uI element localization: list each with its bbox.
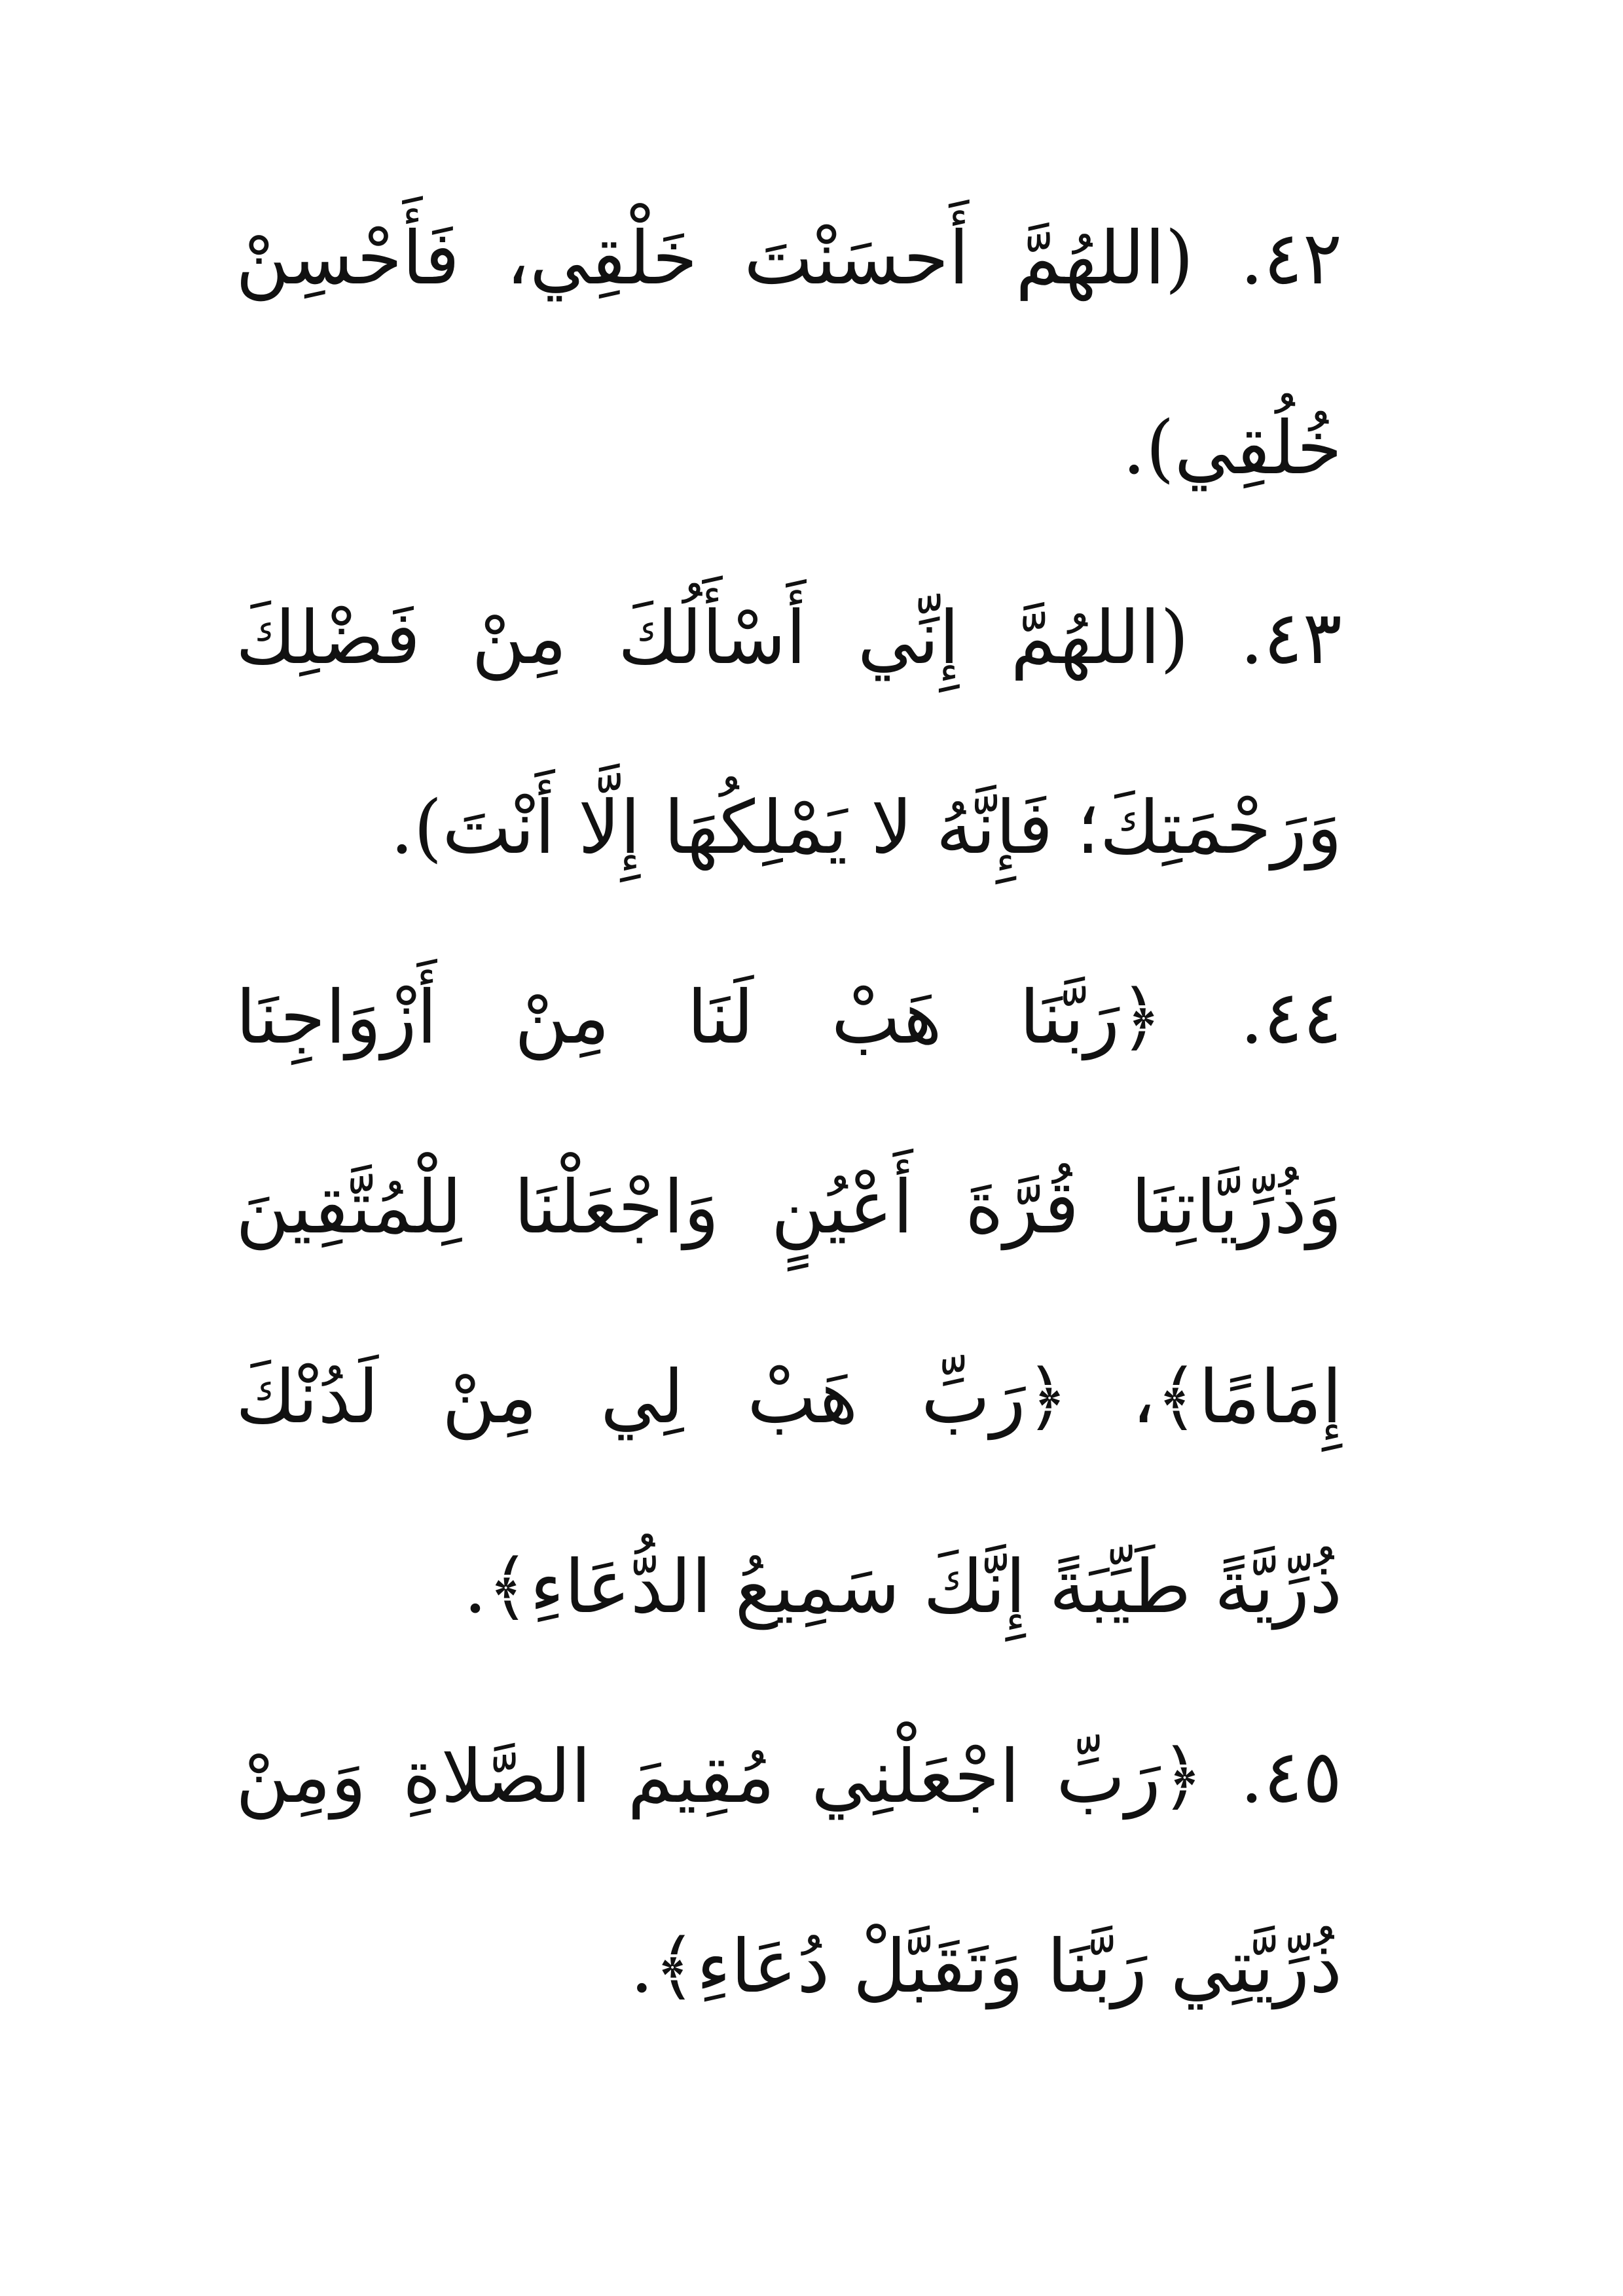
dua-entry-42 bbox=[236, 164, 1342, 543]
dua-44-line-3: إِمَامًا﴾، ﴿رَبِّ هَبْ لِي مِنْ لَدُنْكَ bbox=[236, 1355, 1342, 1440]
dua-44-line-4: ذُرِّيَّةً طَيِّبَةً إِنَّكَ سَمِيعُ الدُّعَاءِ﴾. bbox=[464, 1545, 1342, 1630]
dua-entry-43 bbox=[236, 543, 1342, 923]
dua-45-line-2: ذُرِّيَّتِي رَبَّنَا وَتَقَبَّلْ دُعَاءِ﴾. bbox=[630, 1924, 1342, 2009]
dua-44-line-1: ٤٤. ﴿رَبَّنَا هَبْ لَنَا مِنْ أَزْوَاجِنَا bbox=[236, 975, 1342, 1060]
dua-43-line-1: ٤٣. (اللهُمَّ إِنِّي أَسْأَلُكَ مِنْ فَضْلِكَ bbox=[236, 596, 1342, 681]
document-page bbox=[236, 164, 1342, 2127]
dua-entry-45 bbox=[236, 1682, 1342, 2062]
dua-42-line-2: خُلُقِي). bbox=[1122, 406, 1342, 491]
dua-43-line-2: وَرَحْمَتِكَ؛ فَإِنَّهُ لا يَمْلِكُهَا إِلَّا أَنْتَ). bbox=[390, 785, 1342, 870]
dua-45-line-1: ٤٥. ﴿رَبِّ اجْعَلْنِي مُقِيمَ الصَّلاةِ وَمِنْ bbox=[236, 1734, 1343, 1820]
dua-44-line-2: وَذُرِّيَّاتِنَا قُرَّةَ أَعْيُنٍ وَاجْعَلْنَا لِلْمُتَّقِينَ bbox=[236, 1165, 1342, 1250]
dua-42-line-1: ٤٢. (اللهُمَّ أَحسَنْتَ خَلْقِي، فَأَحْسِنْ bbox=[236, 216, 1342, 301]
dua-entry-44 bbox=[236, 923, 1342, 1682]
